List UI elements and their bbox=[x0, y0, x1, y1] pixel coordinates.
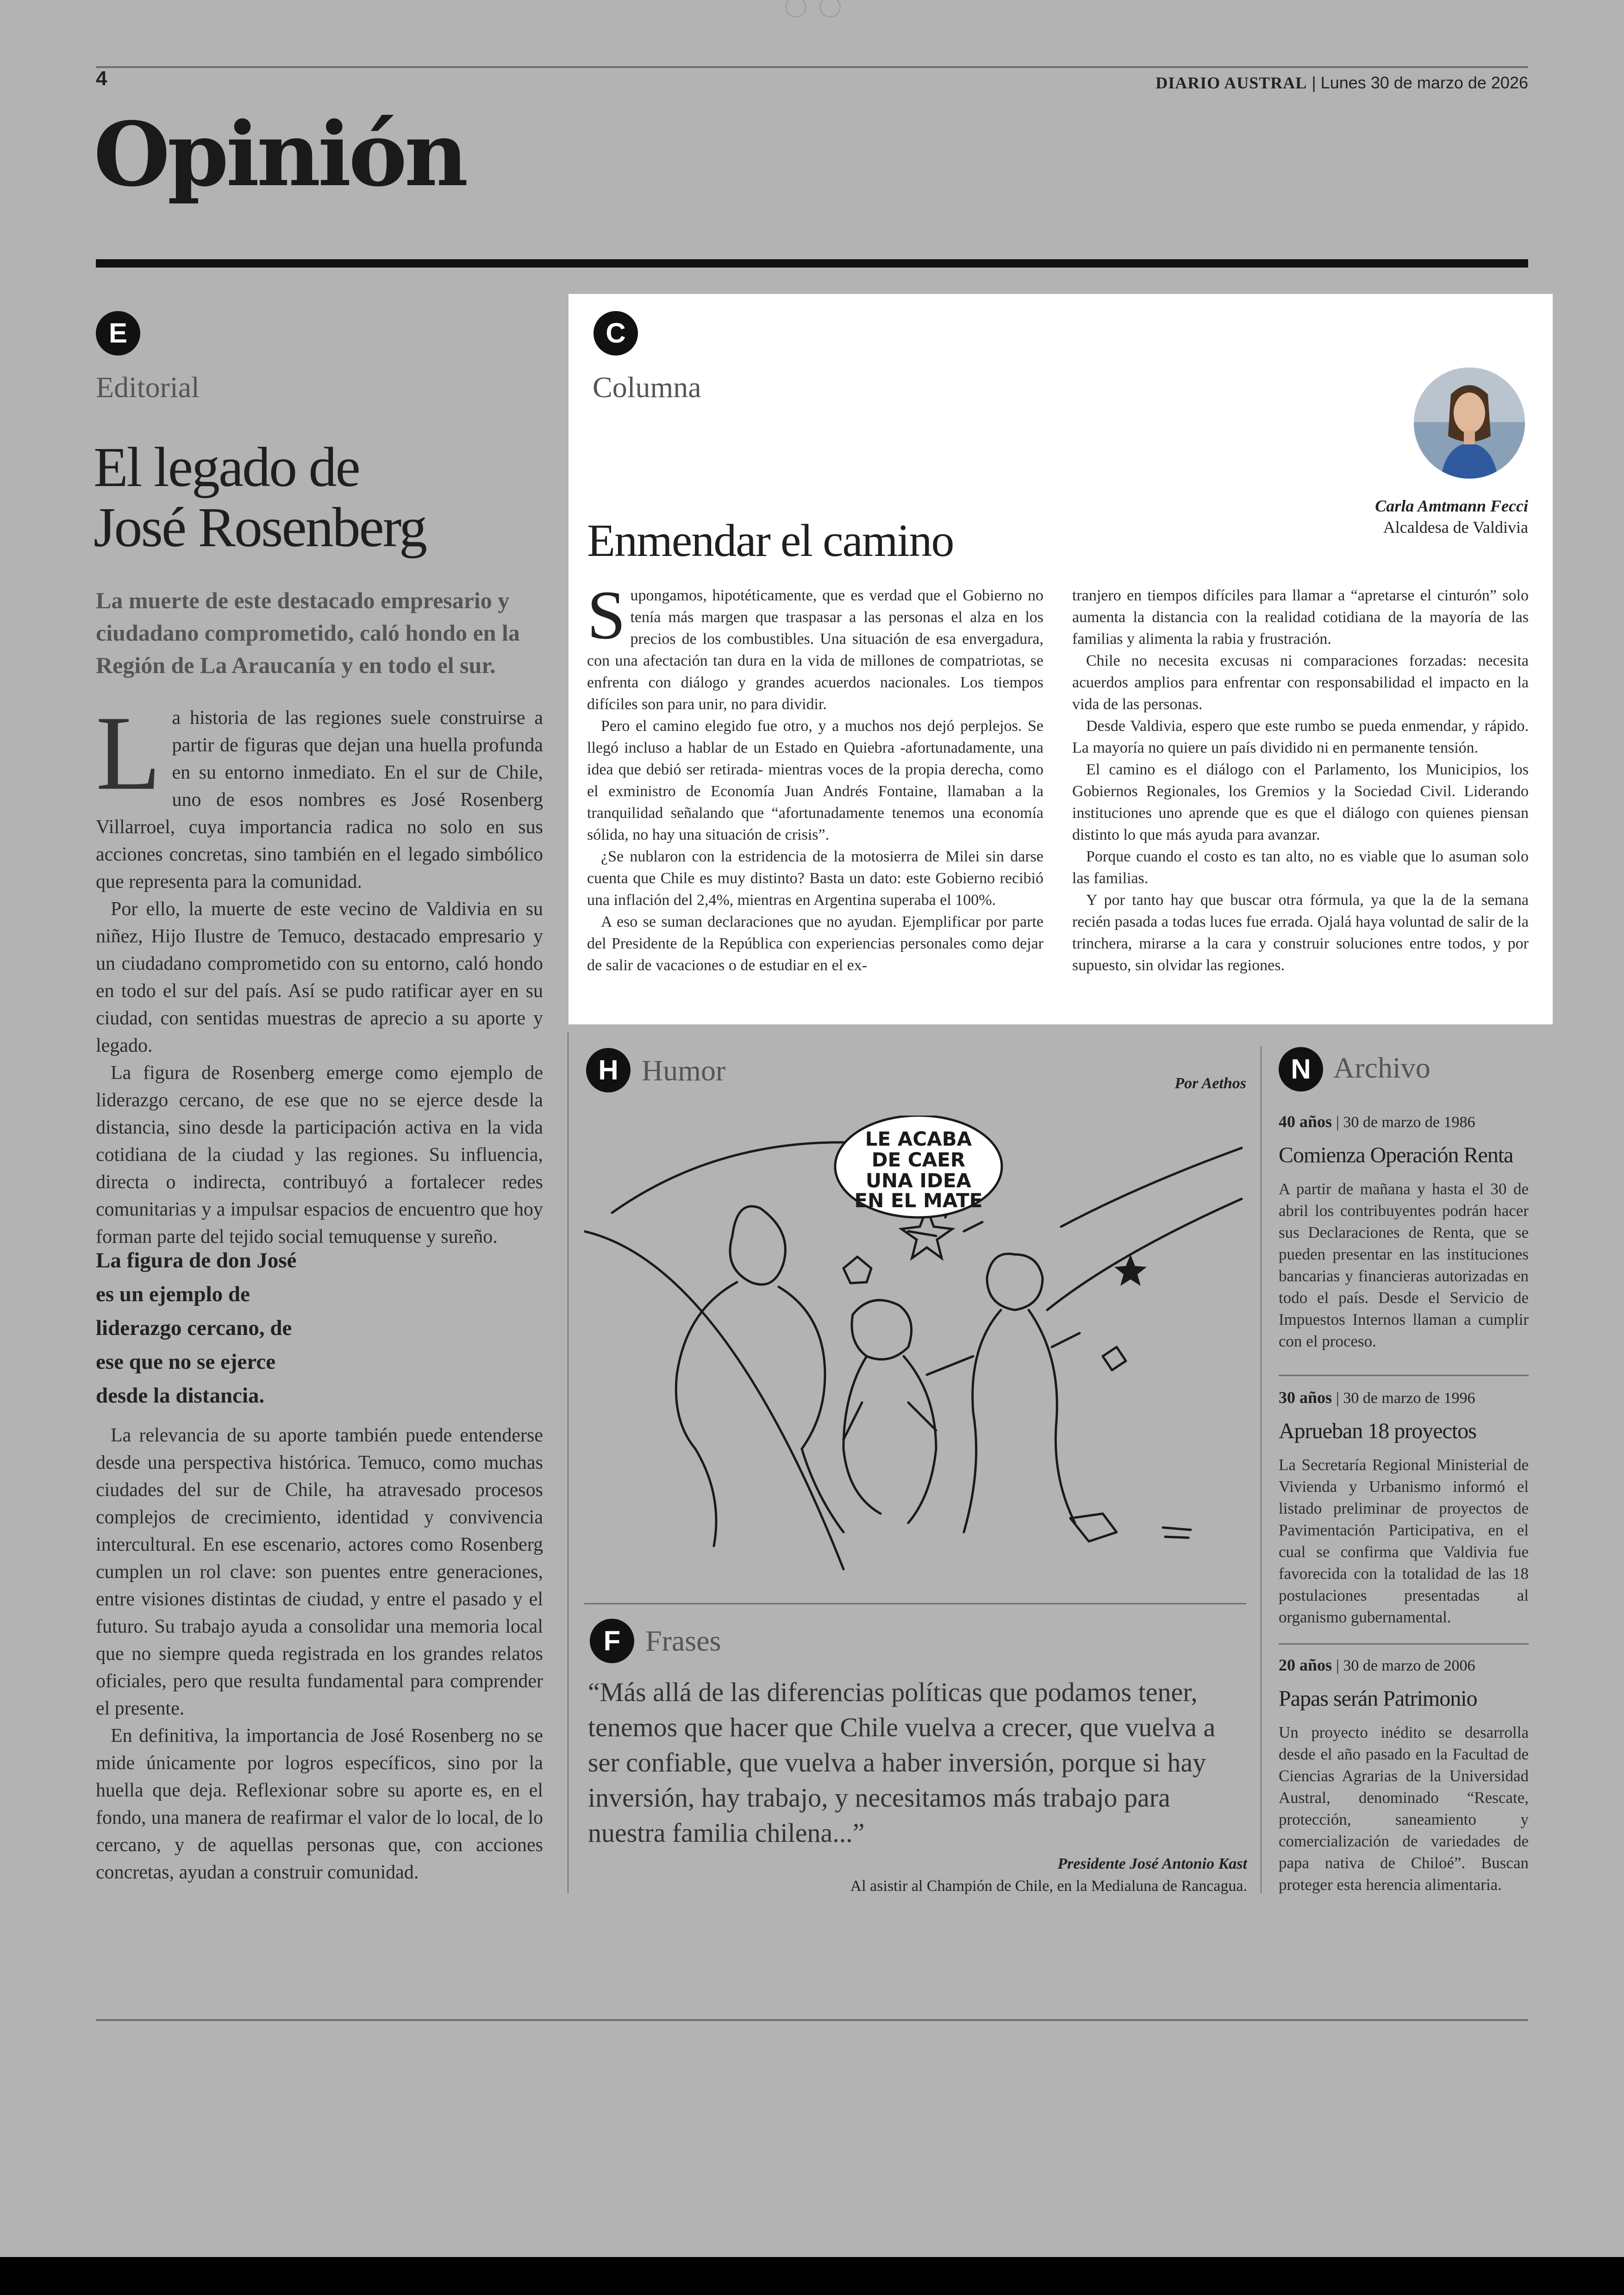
archivo-badge: N bbox=[1279, 1047, 1323, 1091]
archivo-item-1 bbox=[1279, 1112, 1529, 1352]
archivo-item-3-date: | 30 de marzo de 2006 bbox=[1336, 1657, 1475, 1674]
editorial-pull-quote: La figura de don José es un ejemplo de liderazgo cercano, de ese que no se ejerce desde la distancia. bbox=[96, 1248, 297, 1408]
editorial-kicker: Editorial bbox=[96, 371, 200, 404]
editorial-lead: La muerte de este destacado empresario y ciudadano comprometido, caló hondo en la Región de La Araucanía y en todo el sur. bbox=[96, 587, 520, 678]
archivo-item-3 bbox=[1279, 1655, 1529, 1896]
issue-date: | Lunes 30 de marzo de 2026 bbox=[1312, 73, 1528, 92]
column-c2p2: Chile no necesita excusas ni comparaciones forzadas: necesita acuerdos amplios para enfrentar con responsabilidad el impacto en la vida de las personas. bbox=[1072, 652, 1529, 713]
archivo-item-3-years: 20 años bbox=[1279, 1656, 1332, 1674]
page-number: 4 bbox=[96, 67, 107, 90]
bottom-black-bar bbox=[0, 2257, 1624, 2295]
publication-name: DIARIO AUSTRAL bbox=[1156, 74, 1307, 92]
column-c2p5: Porque cuando el costo es tan alto, no es viable que lo asuman solo las familias. bbox=[1072, 848, 1529, 887]
column-c2p6: Y por tanto hay que buscar otra fórmula, ya que la de la semana recién pasada a todas luces fue errada. Ojalá haya voluntad de salir de la trinchera, mirarse a la cara y construir soluciones entre todos, y por supuesto, sin olvidar las regiones. bbox=[1072, 892, 1529, 974]
headline-line-1: El legado de bbox=[94, 436, 359, 499]
archivo-item-2 bbox=[1279, 1388, 1529, 1628]
editorial-p1: a historia de las regiones suele construirse a partir de figuras que dejan una huella profunda en su entorno inmediato. En el sur de Chile, uno de esos nombres es José Rosenberg Villarroel, cuya importancia radica no solo en sus acciones concretas, sino también en el legado simbólico que representa para la comunidad. bbox=[96, 707, 543, 892]
archivo-sep-2 bbox=[1279, 1643, 1529, 1645]
humor-kicker: Humor bbox=[642, 1054, 726, 1087]
top-rule bbox=[96, 66, 1528, 68]
frases-speaker: Presidente José Antonio Kast bbox=[1057, 1855, 1247, 1872]
archivo-item-3-head bbox=[1279, 1655, 1529, 1675]
column-c2p4: El camino es el diálogo con el Parlamento, los Municipios, los Gobiernos Regionales, los Gremios y la Sociedad Civil. Liderando instituciones uno aprende que es que el diálogo con quienes piensan distinto lo que más ayuda para avanzar. bbox=[1072, 761, 1529, 843]
prev-page-icon[interactable] bbox=[785, 0, 806, 18]
editorial-p4: La relevancia de su aporte también puede entenderse desde una perspectiva histórica. Temuco, como muchas ciudades del sur de Chile, ha atravesado procesos complejos de crecimiento, identidad y convivencia intercultural. En ese escenario, actores como Rosenberg cumplen un rol clave: son puentes entre generaciones, entre visiones distintas de ciudad, y entre el pasado y el futuro. Su trabajo ayuda a consolidar una memoria local que no siempre queda registrada en los grandes relatos oficiales, pero que resulta fundamental para comprender el presente. bbox=[96, 1425, 543, 1719]
column-body-left bbox=[587, 577, 1043, 976]
archivo-divider bbox=[1261, 1046, 1262, 1893]
column-c2p1: tranjero en tiempos difíciles para llamar a “apretarse el cinturón” solo aumenta la distancia con la realidad cotidiana de la mayoría de las familias y alimenta la rabia y frustración. bbox=[1072, 587, 1529, 648]
humor-badge: H bbox=[586, 1048, 631, 1092]
editorial-p2: Por ello, la muerte de este vecino de Valdivia en su niñez, Hijo Ilustre de Temuco, destacado empresario y un ciudadano comprometido con su entorno, caló hondo en todo el sur del país. Así se pudo ratificar ayer en su ciudad, con sentidas muestras de aprecio a su aporte y legado. bbox=[96, 898, 543, 1056]
archivo-item-1-title: Comienza Operación Renta bbox=[1279, 1143, 1513, 1167]
archivo-item-2-body: La Secretaría Regional Ministerial de Vivienda y Urbanismo informó el listado preliminar de proyectos de Pavimentación Participativa, en el cual se confirma que Valdivia fue favorecida con la totalidad de las 18 postulaciones presentadas al organismo gubernamental. bbox=[1279, 1456, 1529, 1626]
author-photo bbox=[1413, 367, 1526, 480]
editorial-p3: La figura de Rosenberg emerge como ejemplo de liderazgo cercano, de ese que no se ejerce desde la distancia, sino desde la participación activa en la vida cotidiana de la ciudad y las regiones. Su influencia, directa o indirecta, contribuyó a fortalecer redes comunitarias y a impulsar espacios de encuentro que hoy forman parte del tejido social temuquense y sureño. bbox=[96, 1062, 543, 1247]
column-c1p2: Pero el camino elegido fue otro, y a muchos nos dejó perplejos. Se llegó incluso a hablar de un Estado en Quiebra -afortunadamente, una idea que debió ser retirada- mientras voces de la propia derecha, como el exministro de Economía Juan Andrés Fontaine, llamaban a la tranquilidad señalando que “afortunadamente tenemos una economía sólida, no hay una situación de crisis”. bbox=[587, 717, 1043, 843]
archivo-kicker: Archivo bbox=[1333, 1051, 1430, 1084]
bubble-line-3: UNA IDEA bbox=[865, 1169, 972, 1192]
archivo-item-2-head bbox=[1279, 1388, 1529, 1407]
editorial-p5: En definitiva, la importancia de José Rosenberg no se mide únicamente por logros específicos, sino por la huella que deja. Reflexionar sobre su aporte es, en el fondo, una manera de reafirmar el valor de lo local, de lo cercano, y de aquellas personas que, con acciones concretas, ayudan a construir comunidad. bbox=[96, 1725, 543, 1883]
archivo-item-1-date: | 30 de marzo de 1986 bbox=[1336, 1114, 1475, 1131]
frases-kicker: Frases bbox=[645, 1624, 721, 1657]
footer-rule bbox=[96, 2019, 1528, 2021]
column-c1p4: A eso se suman declaraciones que no ayudan. Ejemplificar por parte del Presidente de la República con experiencias personales como dejar de salir de vacaciones o de estudiar en el ex- bbox=[587, 913, 1043, 974]
column-author: Carla Amtmann Fecci bbox=[1375, 497, 1528, 515]
editorial-headline bbox=[94, 437, 426, 558]
headline-line-2: José Rosenberg bbox=[94, 496, 426, 559]
bubble-line-4: EN EL MATE bbox=[854, 1189, 983, 1212]
archivo-item-2-years: 30 años bbox=[1279, 1388, 1332, 1407]
archivo-item-3-body: Un proyecto inédito se desarrolla desde el año pasado en la Facultad de Ciencias Agrarias de la Universidad Austral, denominado “Rescate, protección, saneamiento y comercialización de variedades de papa nativa de Chiloé”. Buscan proteger esta herencia alimentaria. bbox=[1279, 1723, 1529, 1894]
editorial-dropcap: L bbox=[96, 694, 161, 812]
archivo-item-3-title: Papas serán Patrimonio bbox=[1279, 1686, 1477, 1711]
archivo-item-2-date: | 30 de marzo de 1996 bbox=[1336, 1390, 1475, 1407]
humor-byline: Por Aethos bbox=[1174, 1075, 1246, 1092]
editorial-body-top bbox=[96, 694, 543, 1251]
column-c1p1: upongamos, hipotéticamente, que es verdad que el Gobierno no tenía más margen que traspasar a las personas el alza en los precios de los combustibles. Una situación de esa envergadura, con una afectación tan dura en la vida de millones de compatriotas, se enfrenta con diálogo y grandes acuerdos nacionales. Los tiempos difíciles son para unir, no para dividir. bbox=[587, 587, 1043, 713]
column-c2p3: Desde Valdivia, espero que este rumbo se pueda enmendar, y rápido. La mayoría no quiere un país dividido ni en permanente tensión. bbox=[1072, 717, 1529, 756]
editorial-body-bottom bbox=[96, 1422, 543, 1886]
column-kicker: Columna bbox=[593, 371, 701, 404]
archivo-item-1-years: 40 años bbox=[1279, 1112, 1332, 1131]
column-author-role: Alcaldesa de Valdivia bbox=[1383, 518, 1528, 536]
column-body-right bbox=[1072, 585, 1529, 976]
archivo-item-2-title: Aprueban 18 proyectos bbox=[1279, 1419, 1476, 1443]
masthead bbox=[1156, 73, 1528, 93]
column-c1p3: ¿Se nublaron con la estridencia de la motosierra de Milei sin darse cuenta que Chile es muy distinto? Basta un dato: este Gobierno recibió una inflación del 2,4%, mientras en Argentina superaba el 100%. bbox=[587, 848, 1043, 909]
cartoon-illustration bbox=[584, 1116, 1251, 1578]
column-badge: C bbox=[593, 311, 638, 355]
frases-context: Al asistir al Champión de Chile, en la Medialuna de Rancagua. bbox=[850, 1877, 1247, 1895]
next-page-icon[interactable] bbox=[819, 0, 841, 18]
section-title: Opinión bbox=[94, 103, 466, 206]
archivo-sep-1 bbox=[1279, 1375, 1529, 1376]
column-dropcap: S bbox=[587, 577, 626, 654]
archivo-item-1-body: A partir de mañana y hasta el 30 de abril los contribuyentes podrán hacer sus Declaraciones de Renta, que se pueden presentar en las instituciones bancarias y financieras autorizadas en todo el país. Desde el Servicio de Impuestos Internos llaman a cumplir con el proceso. bbox=[1279, 1180, 1529, 1350]
frases-quote: “Más allá de las diferencias políticas que podamos tener, tenemos que hacer que Chile vuelva a crecer, que vuelva a ser confiable, que vuelva a haber inversión, porque si hay inversión, hay trabajo, y necesitamos más trabajo para nuestra familia chilena...” bbox=[588, 1677, 1216, 1848]
archivo-item-1-head bbox=[1279, 1112, 1529, 1131]
frases-badge: F bbox=[590, 1619, 634, 1663]
column-headline: Enmendar el camino bbox=[587, 515, 954, 566]
bubble-line-2: DE CAER bbox=[871, 1148, 966, 1171]
humor-bottom-rule bbox=[584, 1603, 1246, 1604]
editorial-badge: E bbox=[96, 311, 140, 355]
header-thick-rule bbox=[96, 259, 1528, 268]
bubble-line-1: LE ACABA bbox=[865, 1128, 972, 1150]
